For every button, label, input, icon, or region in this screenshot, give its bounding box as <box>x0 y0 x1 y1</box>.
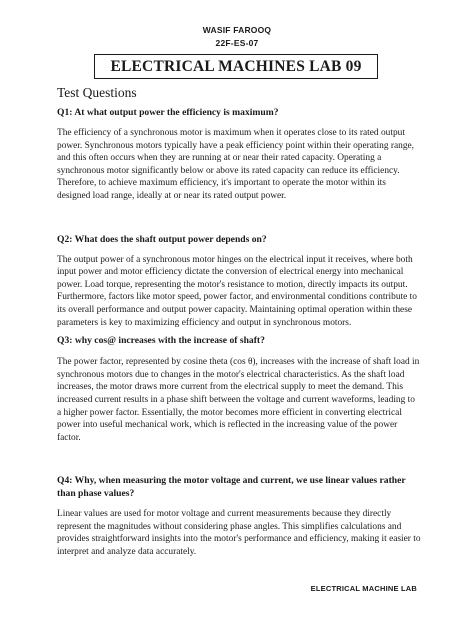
answer-2: The output power of a synchronous motor hinges on the electrical input it receives, where both input power and motor efficiency dictate the conversion of electrical energy into mechanical power. Load torque, representing the motor's resistance to motion, directly impacts its output. Furthermore, factors like motor speed, power factor, and environmental conditions contribute to its overall performance and output power capacity. Maintaining optimal operation within these parameters is key to maximizing efficiency and output in synchronous motors. <box>57 254 417 328</box>
author-name: WASIF FAROOQ <box>202 25 272 35</box>
answer-3: The power factor, represented by cosine theta (cos θ), increases with the increase of shaft load in synchronous motors due to changes in the motor's electrical characteristics. As the shaft load increases, the motor draws more current from the electrical supply to meet the demand. This increased current results in a phase shift between the voltage and current waveforms, leading to a higher power factor. Essentially, the motor becomes more efficient in converting electrical power into useful mechanical work, which is reflected in the increasing value of the power factor. <box>57 357 420 443</box>
question-1: Q1: At what output power the efficiency is maximum? <box>57 107 279 118</box>
page-footer: ELECTRICAL MACHINE LAB <box>310 584 417 593</box>
question-3: Q3: why cos@ increases with the increase of shaft? <box>57 335 265 347</box>
student-id: 22F-ES-07 <box>215 38 259 48</box>
document-body <box>57 85 421 559</box>
answer-4: Linear values are used for motor voltage and current measurements because they directly represent the magnitudes without considering phase angles. This simplifies calculations and provides straightforward insights into the motor's performance and efficiency, making it easier to interpret and analyze data accurately. <box>57 509 421 558</box>
question-4: Q4: Why, when measuring the motor voltage and current, we use linear values rather than phase values? <box>57 475 406 500</box>
question-2: Q2: What does the shaft output power depends on? <box>57 233 267 245</box>
document-title: ELECTRICAL MACHINES LAB 09 <box>94 54 378 79</box>
section-heading: Test Questions <box>57 85 137 100</box>
answer-1: The efficiency of a synchronous motor is maximum when it operates close to its rated output power. Synchronous motors typically have a peak efficiency point within their operating range, and this often occurs when they are running at or near their rated capacity. Operating a synchronous motor significantly below or above its rated capacity can reduce its efficiency. Therefore, to achieve maximum efficiency, it's important to operate the motor within its designed load range, ideally at or near its rated output power. <box>57 128 415 201</box>
